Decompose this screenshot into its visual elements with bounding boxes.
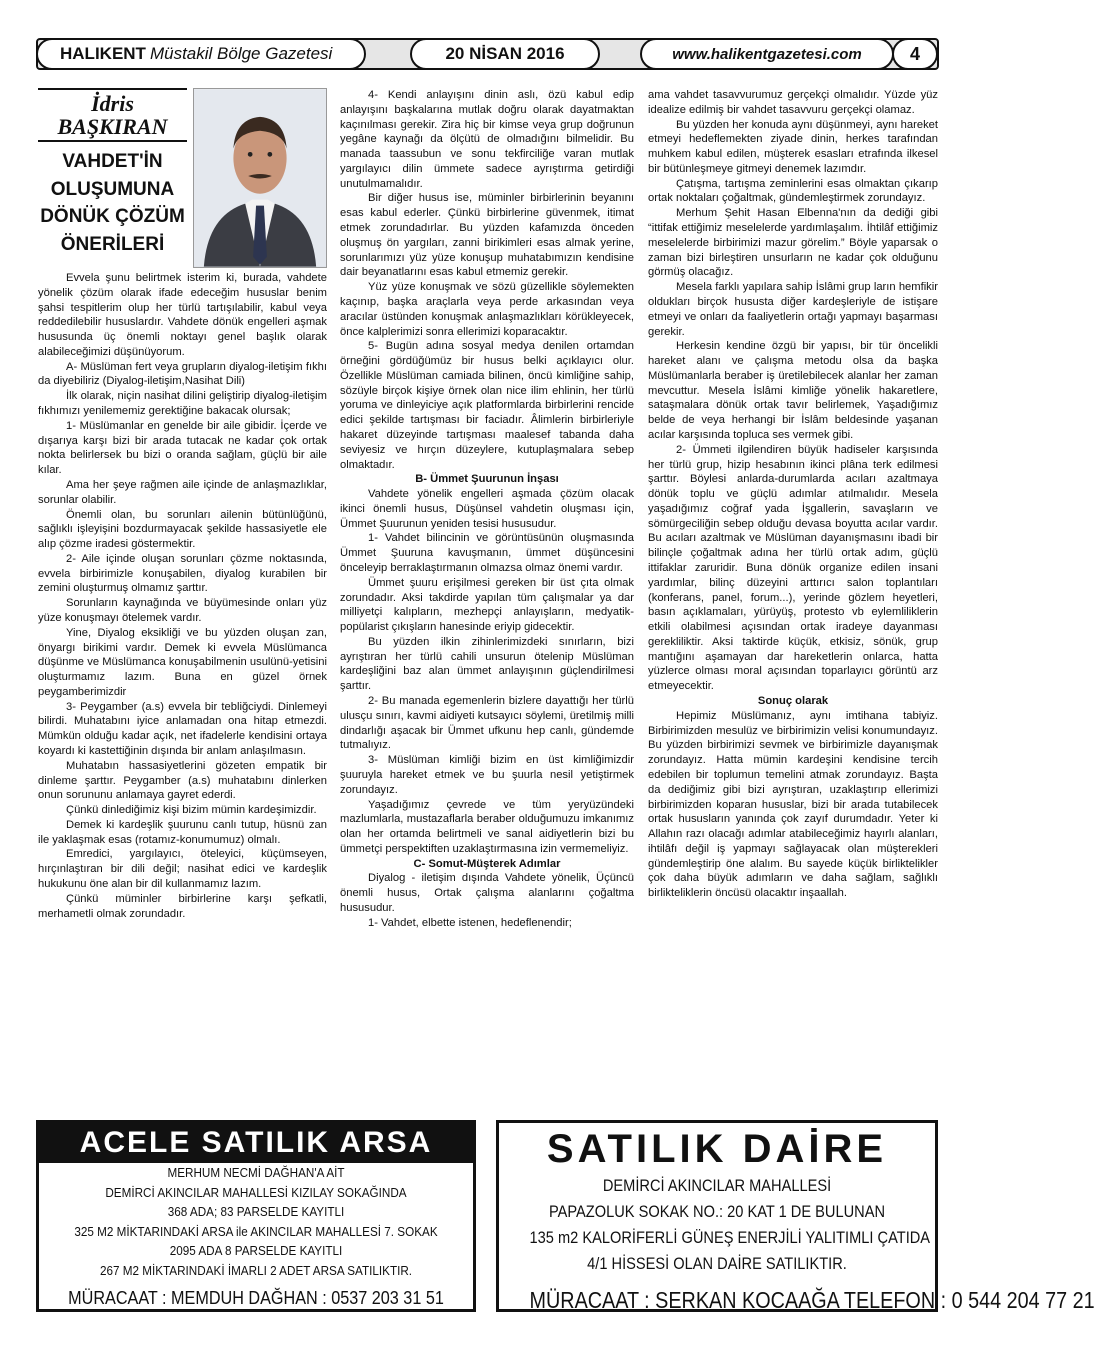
- paragraph: 1- Vahdet bilincinin ve görüntüsünün oluşmasında Ümmet Şuuruna kavuşmanın, ümmet düşüncesini önceleyip berraklaştırmanın olmazsa olmaz önemi vardır.: [340, 532, 634, 574]
- paragraph: Demek ki kardeşlik şuurunu canlı tutup, hüsnü zan ile yaklaşmak esas (rotamız-konumumuz) olmalı.: [38, 818, 327, 846]
- ad-apartment-for-sale: [496, 1120, 1095, 1313]
- paragraph: 2- Ümmeti ilgilendiren büyük hadiseler karşısında her türlü grup, hizip hesabının ikinci plâna terk edilmesi şarttır. Böylesi anlarda-durumlarda acıları azaltmaya dönük toplu ve güçlü adımlar atılmalıdır. Mesela yaşadığımız coğraf yada İşgallerin, savaşların ve sömürgeciliğin sebep olduğu devasa boyutta acılar vardır. Bu acıları azaltmak ve Müslüman dayanışmasını ibadi bir bilinçle çoğaltmak adına her türlü ortak adım, güçlü ittifaklar zaruridir. Buna dönük organize edilen insani yardımlar, bilinç düzeyini arttırıcı salon toplantıları (konferans, panel, forum...), yerinde gözlem heyetleri, basın açıklamaları, yürüyüş, protesto vb eylemliliklerin etkili olabilmesi açısından ortak iradeye dayanması gerekliliktir. Aksi taktirde küçük, etkisiz, sönük, grup mantığını aşamayan dar hareketlerin onlarca, hatta yüzlerce olması moral açısından toparlayıcı görüntü arz etmeyecektir.: [648, 443, 938, 693]
- newspaper-name: [36, 38, 366, 70]
- paragraph: Emredici, yargılayıcı, öteleyici, küçümseyen, hırçınlaştıran bir dili değil; nasihat edici ve kardeşlik hukukunu öne alan bir dil kullanmamız lazım.: [38, 848, 327, 891]
- ad-line: PAPAZOLUK SOKAK NO.: 20 KAT 1 DE BULUNAN: [548, 1202, 886, 1221]
- section-heading: B- Ümmet Şuurunun İnşası: [415, 473, 559, 486]
- title-line: VAHDET'İN: [62, 151, 163, 173]
- ad-contact: MÜRACAAT : MEMDUH DAĞHAN : 0537 203 31 51: [68, 1288, 444, 1308]
- paragraph: Çünkü müminler birbirlerine karşı şefkatli, merhametli olmak zorundadır.: [38, 892, 327, 920]
- author-photo: [193, 88, 327, 268]
- ad-line: 267 M2 MİKTARINDAKİ İMARLI 2 ADET ARSA SATILIKTIR.: [99, 1262, 413, 1278]
- author-box: [38, 88, 327, 268]
- paragraph: Vahdete yönelik engelleri aşmada çözüm olacak ikinci önemli husus, Düşünsel vahdetin oluşması için, Ümmet Şuurunun yeniden tesisi hususudur.: [340, 488, 634, 530]
- paragraph: Önemli olan, bu sorunları ailenin bütünlüğünü, sağlıklı işleyişini bozdurmayacak şekilde hassasiyetle ele alıp çözme iradesi göstermektir.: [38, 508, 327, 551]
- paragraph: Hepimiz Müslümanız, aynı imtihana tabiyiz. Birbirimizden mesulüz ve birbirimizin velisi konumundayız. Bu yüzden birbirimizi sevmek ve birbirimizle dayanışmak zorundayız. Hatta mümin kardeşini kendisine tercih edebilen bir toplumun temelini atmak zorundayız. Başta da dediğimiz gibi bizi ayrıştıran, uzaklaştırıp ellerimizi birbirimizden koparan hususlar, bizi bir arada tutabilecek ortak hususların yanında çok zayıf durumdadır. Yeter ki Allahın razı olacağı adımlar atabileceğimiz hayırlı alanları, ihtilâfı değil iş yapmayı sağlayacak olan müşterekleri gündemleştirip öne alalım. Bu sayede küçük birliktelikler çok daha büyük adımların ve daha sağlam, sağlıklı birlikteliklerin öncüsü olacaktır inşaallah.: [648, 709, 938, 900]
- paragraph: Merhum Şehit Hasan Elbenna'nın da dediği gibi “ittifak ettiğimiz meselelerde yardımlaşalım. İhtilâf ettiğimiz meselelerde birbirimizi mazur görelim.” Böyle yaparsak o zaman bizi birleştiren unsurların ne kadar çok olduğunu görmüş olacağız.: [648, 207, 938, 279]
- author-name: [38, 88, 187, 142]
- paragraph: Ümmet şuuru erişilmesi gereken bir üst çıta olmak zorundadır. Aksi takdirde yapılan tüm çalışmalar ya dar milliyetçi kalıpların, mezhepçi anlayışların, medyatik-popülarist çıkışların hanesinde eriyip gidecektir.: [340, 576, 634, 634]
- author-last-name: BAŞKIRAN: [57, 114, 168, 140]
- author-heading: [38, 88, 187, 268]
- paragraph: Bir diğer husus ise, müminler birbirlerinin beyanını esas kabul ederler. Çünkü birbirlerine güvenmek, itimat etmek zorundadırlar. Bu yüzden kafamızda önceden oluşmuş ön yargıları, zanni birikimleri esas almak yerine, sorunlarımızı yüz yüze konuşup muhatabımızın kendisine dair beyanatlarını esas kabul etmemiz gerekir.: [340, 192, 634, 279]
- page-number: 4: [892, 38, 938, 70]
- ad-line: 325 M2 MİKTARINDAKİ ARSA ile AKINCILAR MAHALLESİ 7. SOKAK: [74, 1223, 438, 1239]
- section-heading: C- Somut-Müşterek Adımlar: [413, 857, 561, 870]
- paragraph: 3- Müslüman kimliği bizim en üst kimliğimizdir şuuruyla hareket etmek ve bu şuurla nesil yetiştirmek zorundayız.: [340, 754, 634, 796]
- paragraph: A- Müslüman fert veya grupların diyalog-iletişim fıkhı da diyebiliriz (Diyalog-iletişim,Nasihat Dili): [38, 360, 327, 388]
- title-line: DÖNÜK ÇÖZÜM: [40, 206, 185, 228]
- ad-line: 4/1 HİSSESİ OLAN DAİRE SATILIKTIR.: [587, 1254, 847, 1273]
- paragraph: 3- Peygamber (a.s) evvela bir tebliğciydi. Dinlemeyi bilirdi. Muhatabını iyice anlamadan ona hitap etmezdi. Mümkün olduğu kadar açık, net ifadelerle kendisini ortaya koyardı ki kastettiğinin dışında bir anlam anlaşılmasın.: [38, 700, 327, 757]
- ad-line: DEMİRCİ AKINCILAR MAHALLESİ KIZILAY SOKAĞINDA: [105, 1184, 407, 1200]
- paragraph: Muhatabın hassasiyetlerini gözeten empatik bir dinleme şarttır. Peygamber (a.s) muhatabını dinlerken onun sorununu anlamaya gayret ederdi.: [38, 759, 327, 802]
- ad-line: MERHUM NECMİ DAĞHAN'A AİT: [167, 1165, 345, 1180]
- paragraph: ama vahdet tasavvurumuz gerçekçi olmalıdır. Yüzde yüz idealize edilmiş bir vahdet tasavvuru gerçekçi olamaz.: [648, 89, 938, 116]
- paragraph: Yaşadığımız çevrede ve tüm yeryüzündeki mazlumlarla, mustazaflarla beraber olduğumuzu imkanımız olan her ortamda belirtmeli ve sanal aidiyetlerin bizi bu ümmetçi perspektiften uzaklaştırmasına izin vermemeliyiz.: [340, 798, 634, 855]
- paragraph: 2- Bu manada egemenlerin bizlere dayattığı her türlü ulusçu sınırı, kavmi aidiyeti kutsayıcı söylemi, üretilmiş milli dindarlığı aşacak bir Ümmet ufkunu hep canlı, gündemde tutmalıyız.: [340, 695, 634, 752]
- paper-subtitle: Müstakil Bölge Gazetesi: [149, 44, 333, 63]
- ad-title: ACELE SATILIK ARSA: [39, 1123, 473, 1163]
- ad-line: 368 ADA; 83 PARSELDE KAYITLI: [167, 1204, 345, 1219]
- ad-line: 135 m2 KALORİFERLİ GÜNEŞ ENERJİLİ YALITIMLI ÇATIDA: [529, 1228, 931, 1247]
- paper-name: HALIKENT: [60, 44, 146, 63]
- ad-line: 2095 ADA 8 PARSELDE KAYITLI: [169, 1243, 343, 1258]
- paragraph: Bu yüzden ilkin zihinlerimizdeki sınırların, bizi ayrıştıran her türlü cahili unsurun ötelenip Müslüman kardeşliğini baz alan ümmet anlayışının güçlendirilmesi şarttır.: [340, 635, 634, 693]
- paragraph: 5- Bugün adına sosyal medya denilen ortamdan örneğini gördüğümüz bir husus belki açıklayıcı olur. Özellikle Müslüman camiada bilinen, öncü kimliğine sahip, sözüyle birçok kişiye örnek olan nice ilim ehlinin, her türlü yoruma ve dinleyiciye açık platformlarda birbirlerini rencide edici şekilde tartışması bir faciadır. Âlimlerin birbirleriyle hakaret düzeyinde tartışması maalesef tabanda daha seviyesiz ve hırçın düzeylere, kutuplaşmalara sebep olmaktadır.: [340, 340, 634, 471]
- ad-land-for-sale: [36, 1120, 476, 1312]
- article-column-3: [648, 88, 938, 901]
- paragraph: Sorunların kaynağında ve büyümesinde onları yüz yüze konuşmayı ötelemek vardır.: [38, 597, 327, 624]
- paragraph: 2- Aile içinde oluşan sorunları çözme noktasında, evvela birbirimizle konuşabilen, diyalog kurabilen bir zemini oluşturmuş olmamız şarttır.: [38, 552, 327, 595]
- paragraph: 4- Kendi anlayışını dinin aslı, özü kabul edip anlayışını başkalarına mutlak doğru olarak dayatmaktan kaçınılması gerekir. Zira hiç bir kimse veya grup doğrunun yegâne kaynağı da ölçütü de olmadığını bilmelidir. Bu manada taassubun ve sonu tekfirciliğe varan mutlak yargılayıcı dilin ümmete sadece ayrıştırma getirdiği unutulmamalıdır.: [340, 89, 634, 190]
- ad-contact: MÜRACAAT : SERKAN KOCAAĞA TELEFON : 0 544 204 77 21: [529, 1287, 1095, 1313]
- paragraph: Yüz yüze konuşmak ve sözü güzellikle söylemekten kaçınıp, başka araçlarla veya perde arkasından veya aracılar üstünden konuşmak anlaşmazlıkları körükleyecek, önce kalplerimizi sonra ellerimizi koparacaktır.: [340, 281, 634, 338]
- paragraph: 1- Vahdet, elbette istenen, hedeflenendir;: [368, 916, 572, 929]
- paragraph: Çünkü dinlediğimiz kişi bizim mümin kardeşimizdir.: [66, 804, 317, 817]
- paragraph: 1- Müslümanlar en genelde bir aile gibidir. İçerde ve dışarıya karşı bizi bir arada tutacak ne kadar çok ortak nokta belirlersek bu bizi o oranda sağlam, güçlü bir aile kılar.: [38, 419, 327, 477]
- paragraph: Herkesin kendine özgü bir yapısı, bir tür öncelikli hareket alanı ve çalışma metodu olsa da başka Müslümanlarla beraber iş üretilebilecek alanlar her zaman mevcuttur. Mesela İslâmi kimliğe yönelik hakaretlere, sataşmalara dönük ortak tavır belirlemek, Yaşadığımız belde de veya herhangi bir İslâm beldesinde yaşanan acılar karşısında topluca ses vermek gibi.: [648, 340, 938, 441]
- title-line: OLUŞUMUNA: [50, 178, 175, 200]
- website-link[interactable]: www.halikentgazetesi.com: [640, 38, 894, 70]
- paragraph: İlk olarak, niçin nasihat dilini geliştirip diyalog-iletişim fıkhımızı yenilememiz gerektiğine bakacak olursak;: [38, 390, 327, 418]
- article-column-2: [340, 88, 634, 931]
- issue-date: 20 NİSAN 2016: [410, 38, 600, 70]
- ad-title: SATILIK DAİRE: [546, 1127, 888, 1171]
- ad-line: DEMİRCİ AKINCILAR MAHALLESİ: [602, 1176, 832, 1195]
- paragraph: Yine, Diyalog eksikliği ve bu yüzden oluşan zan, önyargı birikimi vardır. Demek ki evvela Müslümanca düşünme ve Müslümanca konuşabilmenin usulünü-yetisini oluşturmamız lazım. Buna en güzel örnek peygamberimizdir: [38, 626, 327, 698]
- article-title: [40, 148, 185, 258]
- article-column-1: [38, 88, 327, 921]
- page-header: [36, 38, 939, 70]
- paragraph: Diyalog - iletişim dışında Vahdete yönelik, Üçüncü önemli husus, Ortak çalışma alanlarını çoğaltma hususudur.: [340, 872, 634, 914]
- paragraph: Mesela farklı yapılara sahip İslâmi grup ların hemfikir oldukları birçok hususta diğer kardeşleriyle de istişare etmeyi ve onları da faaliyetlerin ortağı yapmayı başarması gerekir.: [648, 281, 938, 338]
- title-line: ÖNERİLERİ: [60, 233, 165, 255]
- section-heading: Sonuç olarak: [757, 695, 829, 708]
- paragraph: Çatışma, tartışma zeminlerini esas olmaktan çıkarıp ortak noktaları çoğaltmak, gündemleştirmek zorundayız.: [648, 177, 938, 205]
- author-first-name: İdris: [91, 91, 134, 116]
- paragraph: Evvela şunu belirtmek isterim ki, burada, vahdete yönelik çözüm olarak ifade edeceğim hususlar benim şahsi tespitlerim olup her türlü tartışılabilir, kabul veya reddedilebilir hususlardır. Vahdete dönük engelleri aşmak hususunda üç önemli noktayı genel başlık olarak alabileceğimizi düşünüyorum.: [38, 272, 327, 358]
- paragraph: Bu yüzden her konuda aynı düşünmeyi, aynı hareket etmeyi hedeflemekten ziyade dinin, herkes tarafından muhkem kabul edilen, müşterek esasları etrafında ilkesel bir bütünleşmeye gitmeyi denemek lazımdır.: [648, 118, 938, 175]
- paragraph: Ama her şeye rağmen aile içinde de anlaşmazlıklar, sorunlar olabilir.: [38, 478, 327, 506]
